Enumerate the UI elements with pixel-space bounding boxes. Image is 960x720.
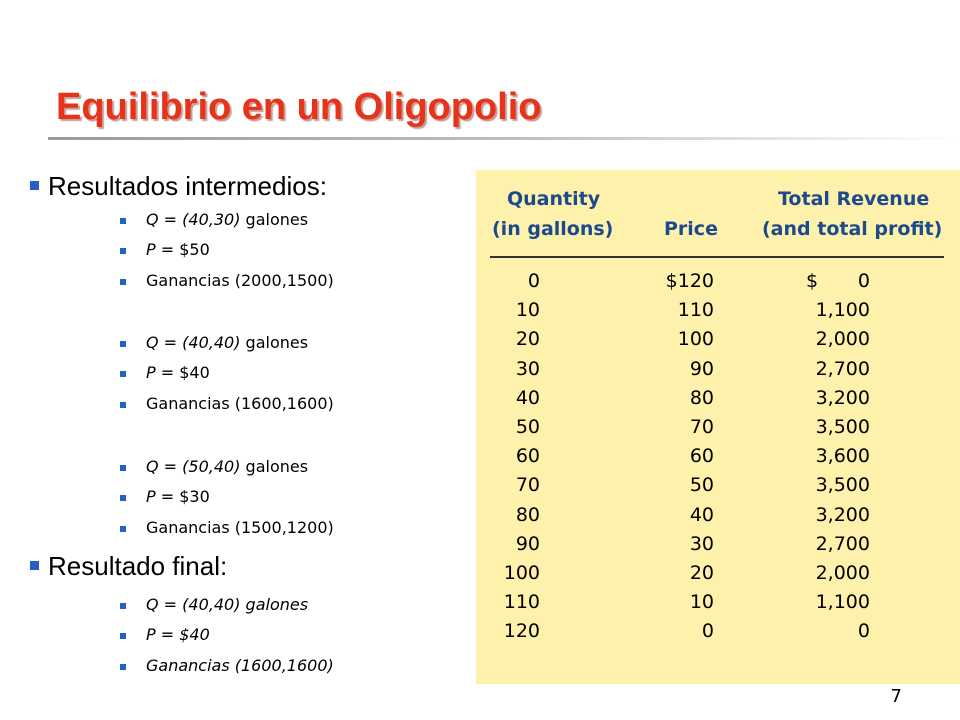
- sub-bullet-square-icon: [120, 279, 126, 285]
- profit3-text: Ganancias (1500,1200): [146, 518, 334, 537]
- cell-revenue: 2,000: [815, 562, 870, 584]
- page-number: 7: [890, 686, 902, 707]
- cell-quantity: 120: [503, 620, 540, 643]
- cell-price: 110: [677, 299, 714, 322]
- cell-price: 100: [677, 328, 714, 351]
- cell-price: 10: [689, 591, 714, 614]
- cell-price: 70: [689, 416, 714, 438]
- sub-bullet-square-icon: [120, 465, 126, 471]
- slide-title: Equilibrio en un Oligopolio: [56, 86, 542, 128]
- sub-bullet-square-icon: [120, 664, 126, 670]
- table-row: [476, 270, 960, 299]
- profit4-text: Ganancias (1600,1600): [146, 656, 334, 675]
- q2-rest: galones: [240, 333, 309, 352]
- cell-price: 60: [689, 445, 714, 468]
- table-row: [476, 445, 960, 474]
- cell-price: 30: [689, 532, 714, 555]
- cell-price: 50: [689, 474, 714, 497]
- table-row: [476, 358, 960, 387]
- cell-quantity: 100: [503, 562, 540, 584]
- bullet-square-icon: [30, 561, 39, 570]
- cell-revenue: 3,500: [815, 416, 870, 438]
- cell-quantity: 30: [515, 357, 540, 380]
- p3-rest: = $30: [155, 487, 210, 506]
- sub-bullet-square-icon: [120, 402, 126, 408]
- cell-price: 80: [689, 386, 714, 409]
- sub-bullet-square-icon: [120, 633, 126, 639]
- p1-italic: P: [146, 240, 156, 259]
- cell-quantity: 110: [503, 591, 540, 614]
- cell-quantity: 0: [527, 270, 540, 292]
- cell-revenue-currency: $: [806, 270, 819, 292]
- header-divider: [490, 256, 944, 258]
- header-price: Price: [664, 218, 718, 240]
- sub-bullet-square-icon: [120, 218, 126, 224]
- cell-revenue: 1,100: [815, 299, 870, 322]
- q1-rest: galones: [240, 210, 309, 229]
- table-row: [476, 387, 960, 416]
- cell-quantity: 50: [515, 416, 540, 438]
- cell-quantity: 60: [515, 445, 540, 468]
- table-row: [476, 299, 960, 328]
- cell-revenue: 0: [857, 270, 870, 292]
- p2-rest: = $40: [155, 363, 210, 382]
- cell-revenue: 3,200: [815, 386, 870, 409]
- cell-quantity: 70: [515, 474, 540, 497]
- header-quantity-line1: Quantity: [507, 188, 601, 210]
- cell-revenue: 3,500: [815, 474, 870, 497]
- header-revenue-line1: Total Revenue: [778, 188, 930, 210]
- q4-text: Q = (40,40) galones: [146, 595, 309, 614]
- sub-bullet-square-icon: [120, 495, 126, 501]
- table-row: [476, 328, 960, 357]
- bullet-list: [0, 0, 470, 720]
- cell-revenue: 3,600: [815, 445, 870, 468]
- bullet-final-text: Resultado final:: [48, 551, 228, 581]
- sub-bullet-square-icon: [120, 248, 126, 254]
- cell-price: 40: [689, 503, 714, 526]
- table-row: [476, 416, 960, 445]
- table-row: [476, 474, 960, 503]
- cell-revenue: 1,100: [815, 591, 870, 614]
- cell-revenue: 3,200: [815, 503, 870, 526]
- sub-bullet-square-icon: [120, 603, 126, 609]
- cell-quantity: 80: [515, 503, 540, 526]
- p1-rest: = $50: [155, 240, 210, 259]
- cell-quantity: 20: [515, 328, 540, 351]
- p2-italic: P: [146, 363, 156, 382]
- p3-italic: P: [146, 487, 156, 506]
- bullet-intermediate-text: Resultados intermedios:: [48, 171, 327, 201]
- q3-italic: Q = (50,40): [146, 457, 241, 476]
- cell-quantity: 10: [515, 299, 540, 322]
- sub-bullet-square-icon: [120, 526, 126, 532]
- header-quantity-line2: (in gallons): [492, 218, 614, 240]
- table-row: [476, 533, 960, 562]
- q1-italic: Q = (40,30): [146, 210, 241, 229]
- q3-rest: galones: [240, 457, 309, 476]
- cell-quantity: 40: [515, 386, 540, 409]
- table-row: [476, 562, 960, 591]
- cell-revenue: 2,000: [815, 328, 870, 351]
- cell-quantity: 90: [515, 532, 540, 555]
- table-row: [476, 591, 960, 620]
- sub-bullet-square-icon: [120, 341, 126, 347]
- profit2-text: Ganancias (1600,1600): [146, 394, 334, 413]
- cell-revenue: 2,700: [815, 357, 870, 380]
- cell-price: 0: [701, 620, 714, 643]
- q2-italic: Q = (40,40): [146, 333, 241, 352]
- profit1-text: Ganancias (2000,1500): [146, 271, 334, 290]
- cell-revenue: 2,700: [815, 532, 870, 555]
- cell-price: $120: [665, 270, 714, 292]
- bullet-square-icon: [30, 181, 39, 190]
- p4-text: P = $40: [146, 625, 210, 644]
- cell-price: 20: [689, 562, 714, 584]
- demand-table: [476, 170, 960, 684]
- header-revenue-line2: (and total profit): [762, 218, 943, 240]
- table-row: [476, 620, 960, 649]
- table-row: [476, 504, 960, 533]
- cell-price: 90: [689, 357, 714, 380]
- sub-bullet-square-icon: [120, 371, 126, 377]
- cell-revenue: 0: [857, 620, 870, 643]
